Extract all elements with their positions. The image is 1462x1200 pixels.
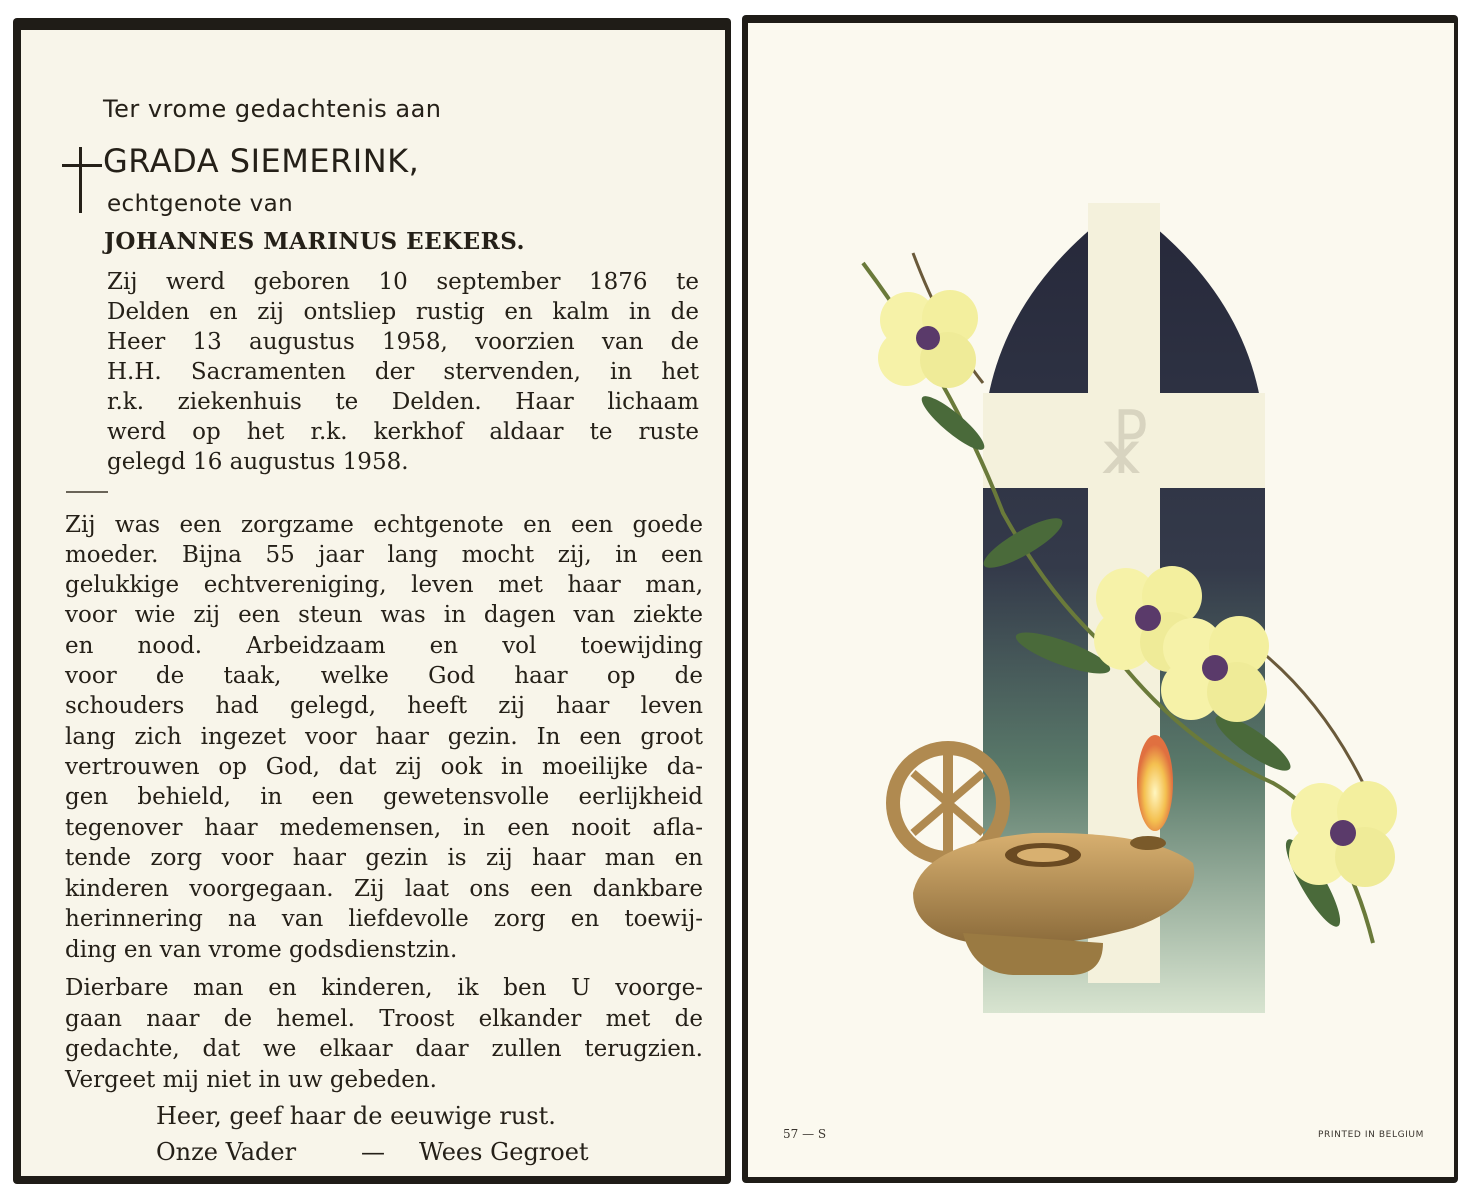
printed-in-belgium: PRINTED IN BELGIUM bbox=[1318, 1130, 1424, 1140]
closing-wees-gegroet: Wees Gegroet bbox=[419, 1138, 589, 1166]
paragraph-line: gelukkige echtvereniging, leven met haar man, bbox=[65, 572, 703, 598]
chi-rho-symbol: ☧ bbox=[1096, 408, 1152, 490]
print-code: 57 — S bbox=[783, 1127, 827, 1141]
closing-dash: — bbox=[361, 1138, 385, 1166]
paragraph-line: schouders had gelegd, heeft zij haar leven bbox=[65, 693, 703, 719]
bio-line: gelegd 16 augustus 1958. bbox=[107, 449, 409, 475]
prayer-line: Heer, geef haar de eeuwige rust. bbox=[156, 1102, 556, 1130]
cross-icon bbox=[79, 147, 82, 213]
paragraph-line: gen behield, in een gewetensvolle eerlijkheid bbox=[65, 784, 703, 810]
bio-line: r.k. ziekenhuis te Delden. Haar lichaam bbox=[107, 389, 699, 415]
divider bbox=[66, 491, 108, 493]
paragraph-line: Vergeet mij niet in uw gebeden. bbox=[65, 1067, 437, 1093]
closing-onze-vader: Onze Vader bbox=[156, 1138, 297, 1166]
spouse-label: echtgenote van bbox=[107, 191, 294, 217]
paragraph-line: vertrouwen op God, dat zij ook in moeilijke da- bbox=[65, 754, 703, 780]
bio-line: Heer 13 augustus 1958, voorzien van de bbox=[107, 329, 699, 355]
deceased-name: GRADA SIEMERINK, bbox=[103, 142, 420, 180]
paragraph-line: moeder. Bijna 55 jaar lang mocht zij, in een bbox=[65, 542, 703, 568]
spouse-name: JOHANNES MARINUS EEKERS. bbox=[104, 228, 526, 255]
intro-text: Ter vrome gedachtenis aan bbox=[103, 95, 442, 123]
paragraph-line: herinnering na van liefdevolle zorg en toewij- bbox=[65, 906, 703, 932]
paragraph-line: gaan naar de hemel. Troost elkander met de bbox=[65, 1006, 703, 1032]
bio-line: werd op het r.k. kerkhof aldaar te ruste bbox=[107, 419, 699, 445]
paragraph-line: en nood. Arbeidzaam en vol toewijding bbox=[65, 633, 703, 659]
flower bbox=[1161, 616, 1269, 722]
illustration bbox=[803, 183, 1403, 1013]
paragraph-line: ding en van vrome godsdienstzin. bbox=[65, 937, 458, 963]
paragraph-line: lang zich ingezet voor haar gezin. In een groot bbox=[65, 724, 703, 750]
paragraph-line: tegenover haar medemensen, in een nooit afla- bbox=[65, 815, 703, 841]
paragraph-line: Zij was een zorgzame echtgenote en een goede bbox=[65, 512, 703, 538]
right-memorial-card bbox=[742, 15, 1458, 1183]
left-memorial-card bbox=[13, 18, 731, 1184]
paragraph-line: voor de taak, welke God haar op de bbox=[65, 663, 703, 689]
bio-line: H.H. Sacramenten der stervenden, in het bbox=[107, 359, 699, 385]
paragraph-line: kinderen voorgegaan. Zij laat ons een dankbare bbox=[65, 876, 703, 902]
paragraph-line: tende zorg voor haar gezin is zij haar man en bbox=[65, 845, 703, 871]
left-card-paper bbox=[21, 30, 725, 1176]
cross-icon-bar bbox=[62, 164, 102, 167]
right-card-paper bbox=[748, 23, 1454, 1177]
paragraph-line: Dierbare man en kinderen, ik ben U voorge- bbox=[65, 975, 703, 1001]
bio-line: Zij werd geboren 10 september 1876 te bbox=[107, 269, 699, 295]
paragraph-line: gedachte, dat we elkaar daar zullen terugzien. bbox=[65, 1036, 703, 1062]
lamp-flame bbox=[1137, 735, 1173, 831]
flower bbox=[878, 290, 978, 388]
bio-line: Delden en zij ontsliep rustig en kalm in de bbox=[107, 299, 699, 325]
paragraph-line: voor wie zij een steun was in dagen van ziekte bbox=[65, 602, 703, 628]
flower bbox=[1289, 781, 1397, 887]
